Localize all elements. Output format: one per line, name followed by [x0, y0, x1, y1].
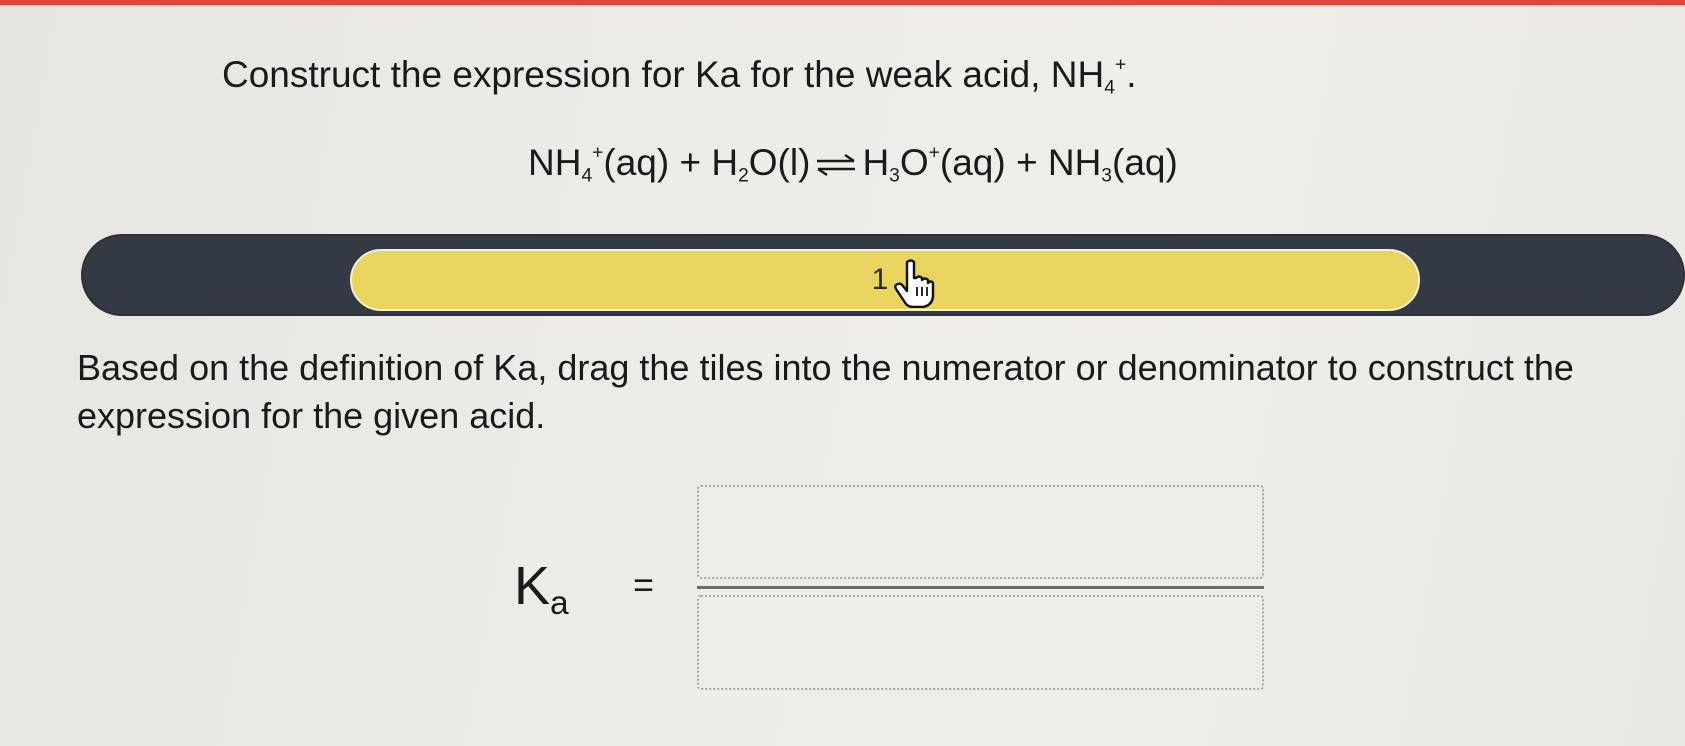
top-accent-strip	[0, 0, 1685, 5]
question-heading: Construct the expression for Ka for the weak acid, $NH_4^+$.	[222, 54, 1137, 99]
equilibrium-arrow-icon	[814, 153, 858, 177]
numerator-drop-zone[interactable]	[697, 485, 1264, 579]
instructions-text: Based on the definition of Ka, drag the tiles into the numerator or denominator to construct the expression for the given acid.	[77, 347, 1574, 436]
equals-sign: =	[633, 564, 655, 605]
progress-fill	[350, 249, 1420, 311]
fraction-bar	[697, 586, 1264, 589]
ka-symbol: $K_a$	[514, 556, 569, 623]
progress-step-label: 1	[871, 263, 889, 296]
hand-pointer-icon	[893, 258, 937, 308]
chemical-equation: $NH_4^+(aq) + H_2O(l) H_3O^+(aq) + NH_3(aq)$	[528, 142, 1178, 187]
denominator-drop-zone[interactable]	[697, 595, 1264, 690]
